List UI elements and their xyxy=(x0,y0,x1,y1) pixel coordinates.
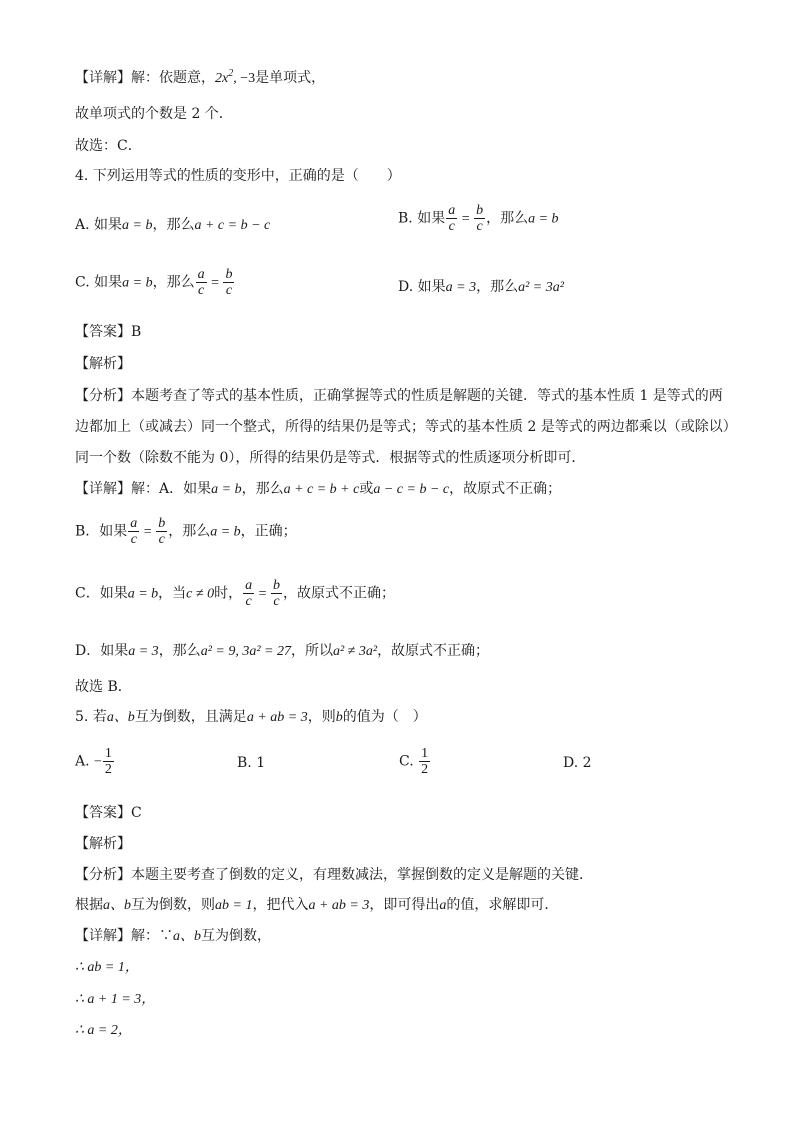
detail-text: ，当 xyxy=(158,585,187,602)
detail-text: ，那么 xyxy=(168,523,211,540)
q4-analysis-3: 同一个数（除数不能为 0），所得的结果仍是等式．根据等式的性质逐项分析即可． xyxy=(75,450,586,466)
q5-answer: 【答案】C xyxy=(75,805,142,821)
fraction xyxy=(223,267,234,298)
detail-text: ，把代入 xyxy=(252,897,309,913)
q5-analysis-2 xyxy=(75,895,558,916)
stem-text: 互为倒数，且满足 xyxy=(134,709,247,725)
fraction xyxy=(243,578,254,609)
fraction-denominator: c xyxy=(245,594,252,609)
q4-analysis-1: 【分析】本题考查了等式的基本性质，正确掌握等式的性质是解题的关键．等式的基本性质 1 是等式的两 xyxy=(75,388,723,404)
fraction-numerator: b xyxy=(476,203,484,218)
q3-choice: 故选：C． xyxy=(75,138,142,154)
fraction xyxy=(474,203,485,234)
option-label: C. xyxy=(399,753,414,770)
q4-option-b: B. 如果 $\frac{a}{c}$ = $\frac{b}{c}$ ，那么a = b xyxy=(398,203,559,234)
math-expr: a + ab = 3 xyxy=(308,898,370,913)
math-expr: a² = 9, 3a² = 27 xyxy=(200,644,291,659)
detail-text: 时， xyxy=(214,585,243,602)
detail-text: B．如果 xyxy=(75,523,128,540)
option-label: C. 如果 xyxy=(75,274,123,291)
detail-text: ，正确； xyxy=(240,523,297,540)
fraction-numerator: a xyxy=(130,516,138,531)
q3-conclusion: 故单项式的个数是 2 个． xyxy=(75,106,233,122)
math-expr: a² ≠ 3a² xyxy=(332,644,378,659)
math-expr: a xyxy=(439,898,447,913)
fraction-numerator: a xyxy=(197,267,205,282)
math-expr: a = b xyxy=(210,524,241,540)
fraction-denominator: 2 xyxy=(104,762,112,777)
fraction-numerator: b xyxy=(272,578,280,593)
fraction-numerator: 1 xyxy=(421,746,429,761)
math-expr: a = b xyxy=(122,218,153,233)
math-expr: a = 3 xyxy=(445,280,477,295)
detail-text: ，即可得出 xyxy=(369,897,440,913)
q5-step-2: ∴ a + 1 = 3， xyxy=(75,992,156,1007)
fraction-denominator: c xyxy=(130,532,137,547)
math-expr: a + ab = 3 xyxy=(246,710,308,725)
detail-text: 或 xyxy=(359,481,374,497)
fraction-numerator: a xyxy=(448,203,456,218)
q4-analysis-label: 【解析】 xyxy=(75,356,131,372)
fraction-denominator: 2 xyxy=(421,762,429,777)
math-expr: a = b xyxy=(127,586,159,602)
fraction-denominator: c xyxy=(197,283,205,298)
math-expr: c ≠ 0 xyxy=(186,586,215,602)
math-expr: − xyxy=(94,754,102,770)
fraction-numerator: 1 xyxy=(104,746,112,761)
option-label: A. xyxy=(75,753,90,770)
q4-option-c: C. 如果a = b，那么 $\frac{a}{c}$ = $\frac{b}{c}$ xyxy=(75,267,233,298)
q4-detail-c: C．如果a = b，当c ≠ 0时， $\frac{a}{c}$ = $\frac{b}{c}$ ，故原式不正确； xyxy=(75,578,395,609)
math-expr: a = b xyxy=(211,482,242,497)
q4-answer: 【答案】B xyxy=(75,324,142,340)
math-expr: a、b xyxy=(173,929,201,944)
q3-detail-line xyxy=(75,68,325,89)
q5-step-3: ∴ a = 2， xyxy=(75,1023,132,1038)
fraction-denominator: c xyxy=(448,219,455,234)
option-label: D. 如果 xyxy=(398,279,446,295)
q5-option-a xyxy=(75,746,115,777)
q4-analysis-2: 边都加上（或减去）同一个整式，所得的结果仍是等式；等式的基本性质 2 是等式的两边都乘以（或除以） xyxy=(75,419,737,435)
math-expr: a = 3 xyxy=(128,644,159,659)
q4-option-d xyxy=(398,276,564,296)
detail-text: ，故原式不正确； xyxy=(282,585,395,602)
fraction-denominator: c xyxy=(158,532,165,547)
fraction-denominator: c xyxy=(225,283,233,298)
stem-text: 的值为（ ） xyxy=(342,709,427,725)
q5-option-b: B. 1 xyxy=(237,755,266,771)
q5-step-1: ∴ ab = 1， xyxy=(75,960,139,975)
detail-text: ，那么 xyxy=(241,481,284,497)
fraction xyxy=(271,578,282,609)
detail-text: ，故原式不正确； xyxy=(377,643,490,659)
math-expr: a + c = b − c xyxy=(194,218,271,233)
detail-tag: 【详解】 xyxy=(75,70,131,86)
detail-text: ，所以 xyxy=(290,643,333,659)
option-text: ，那么 xyxy=(152,217,195,233)
fraction-denominator: c xyxy=(273,594,280,609)
math-expr: a + c = b + c xyxy=(283,482,360,497)
q4-detail-b: B．如果 $\frac{a}{c}$ = $\frac{b}{c}$ ，那么a = b，正确； xyxy=(75,516,297,547)
stem-text: ，则 xyxy=(307,709,336,725)
detail-text: ，那么 xyxy=(158,643,201,659)
math-expr: b xyxy=(335,710,343,725)
fraction-numerator: b xyxy=(158,516,166,531)
detail-text: C．如果 xyxy=(75,585,128,602)
q4-stem: 4. 下列运用等式的性质的变形中，正确的是（ ） xyxy=(75,168,401,184)
detail-text: D．如果 xyxy=(75,643,129,659)
math-expr: a、b xyxy=(103,898,131,913)
fraction-numerator: b xyxy=(225,267,233,282)
math-expr: ab = 1 xyxy=(215,898,253,913)
fraction-numerator: a xyxy=(245,578,253,593)
q5-analysis-label: 【解析】 xyxy=(75,836,131,852)
detail-text: ，故原式不正确； xyxy=(449,481,562,497)
detail-text: 互为倒数， xyxy=(201,928,271,944)
option-text: ，那么 xyxy=(476,279,519,295)
q5-option-d: D. 2 xyxy=(563,755,592,771)
option-text: ，那么 xyxy=(486,210,529,227)
detail-text: 解：依题意， xyxy=(131,70,215,86)
option-label: B. 如果 xyxy=(398,210,446,227)
math-expr: $2x^2$, −3 xyxy=(215,68,256,86)
q5-detail-1 xyxy=(75,926,271,947)
detail-text: 互为倒数，则 xyxy=(131,897,215,913)
detail-text: 根据 xyxy=(75,897,103,913)
q5-stem xyxy=(75,707,427,728)
option-label: A. 如果 xyxy=(75,217,123,233)
fraction xyxy=(103,746,114,777)
detail-text: 的值，求解即可． xyxy=(446,897,559,913)
q4-option-a xyxy=(75,214,270,234)
math-expr: a = b xyxy=(122,275,153,291)
stem-text: 5. 若 xyxy=(75,709,107,725)
fraction xyxy=(196,267,207,298)
q5-analysis-1: 【分析】本题主要考查了倒数的定义，有理数减法，掌握倒数的定义是解题的关键． xyxy=(75,867,593,883)
fraction-denominator: c xyxy=(476,219,483,234)
fraction xyxy=(156,516,167,547)
math-expr: a − c = b − c xyxy=(373,482,450,497)
fraction xyxy=(419,746,430,777)
q5-option-c xyxy=(399,746,431,777)
math-expr: a = b xyxy=(528,211,559,227)
q4-choice: 故选 B． xyxy=(75,679,132,695)
detail-text: 【详解】解：A．如果 xyxy=(75,481,212,497)
fraction xyxy=(128,516,139,547)
math-expr: a² = 3a² xyxy=(518,280,564,295)
q4-detail-d xyxy=(75,641,489,662)
math-expr: a、b xyxy=(106,710,135,725)
fraction xyxy=(446,203,457,234)
detail-text: 【详解】解：∵ xyxy=(75,928,173,944)
q4-detail-a xyxy=(75,479,561,500)
detail-text: 是单项式， xyxy=(255,70,326,86)
option-text: ，那么 xyxy=(152,274,195,291)
